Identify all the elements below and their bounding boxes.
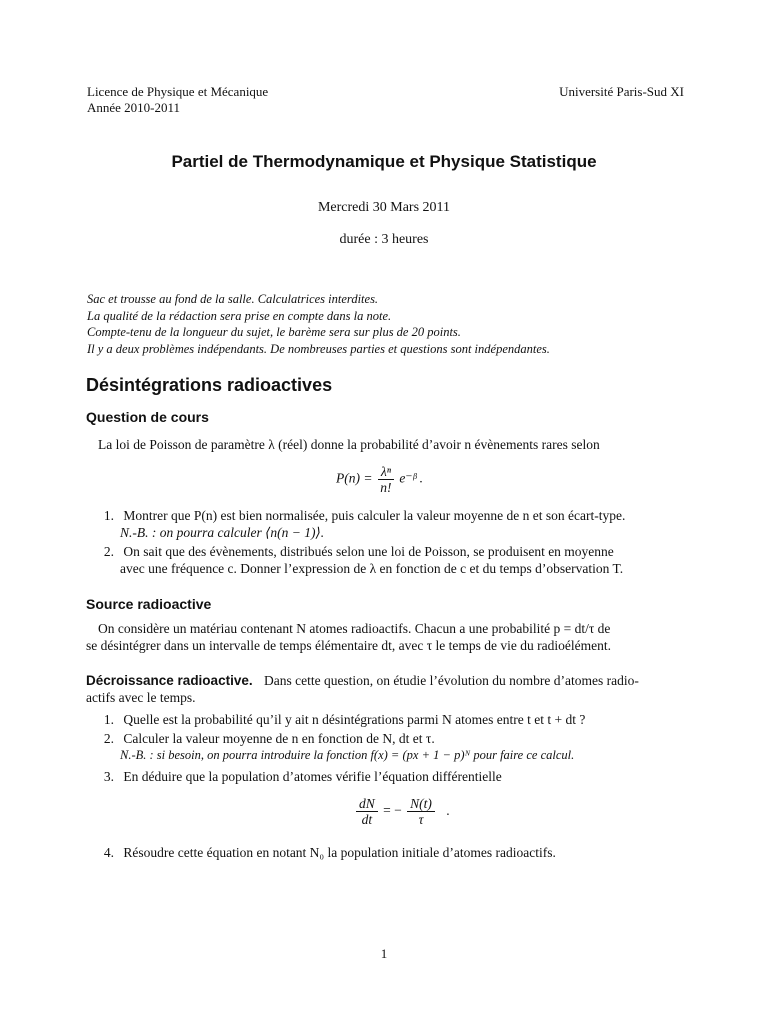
question-text: Calculer la valeur moyenne de n en fonction de N, dt et τ. [123, 731, 435, 746]
poisson-equation [336, 464, 423, 495]
exam-duration: durée : 3 heures [339, 232, 429, 247]
eq-denominator: n! [380, 480, 392, 495]
page-number: 1 [380, 946, 388, 961]
header-university: Université Paris-Sud XI [559, 84, 684, 99]
section-title: Désintégrations radioactives [86, 375, 333, 395]
decay-question-4 [98, 844, 556, 861]
question-number: 3. [103, 769, 114, 784]
header-year: Année 2010-2011 [87, 100, 181, 115]
header-left [87, 84, 268, 116]
subsection-heading-cours: Question de cours [86, 409, 209, 425]
cours-question-1 [98, 507, 625, 524]
eq-numerator: N(t) [407, 796, 435, 812]
question-number: 1. [103, 712, 114, 727]
cours-question-2 [98, 543, 614, 560]
subsection-heading-source: Source radioactive [86, 596, 212, 612]
question-text: Résoudre cette équation en notant N₀ la population initiale d’atomes radioactifs. [123, 845, 556, 860]
decay-equation [354, 796, 450, 827]
eq-fraction-dNdt [356, 796, 378, 827]
question-number: 4. [103, 845, 114, 860]
source-paragraph-line1: On considère un matériau contenant N atomes radioactifs. Chacun a une probabilité p = dt/τ de [98, 621, 611, 636]
decay-question-1 [98, 711, 585, 728]
instruction-line: La qualité de la rédaction sera prise en compte dans la note. [87, 308, 392, 323]
question-text: On sait que des évènements, distribués selon une loi de Poisson, se produisent en moyenne [123, 544, 614, 559]
eq-rhs: e⁻ᵝ . [399, 470, 424, 486]
cours-question-1-note: N.-B. : on pourra calculer ⟨n(n − 1)⟩. [120, 525, 325, 540]
instructions [87, 291, 550, 357]
header-program: Licence de Physique et Mécanique [87, 84, 269, 99]
decay-heading: Décroissance radioactive. [86, 673, 253, 688]
instruction-line: Sac et trousse au fond de la salle. Calculatrices interdites. [87, 292, 379, 306]
question-number: 1. [103, 508, 114, 523]
eq-fraction [378, 464, 394, 495]
eq-period: . [446, 802, 450, 818]
decay-question-2-note: N.-B. : si besoin, on pourra introduire la fonction f(x) = (px + 1 − p)ᴺ pour faire ce calcul. [120, 748, 575, 762]
question-number: 2. [103, 731, 114, 746]
eq-lhs: P(n) = [336, 470, 373, 486]
exam-date: Mercredi 30 Mars 2011 [317, 200, 451, 215]
decay-intro-line1 [86, 672, 639, 689]
source-paragraph-line2: se désintégrer dans un intervalle de temps élémentaire dt, avec τ le temps de vie du radioélément. [86, 638, 611, 653]
eq-numerator: λⁿ [378, 464, 394, 480]
question-text: Montrer que P(n) est bien normalisée, puis calculer la valeur moyenne de n et son écart-type. [123, 508, 626, 523]
eq-equals-minus: = − [383, 802, 402, 818]
decay-question-3 [98, 768, 502, 785]
instruction-line: Compte-tenu de la longueur du sujet, le barème sera sur plus de 20 points. [87, 325, 461, 339]
decay-question-2 [98, 730, 435, 747]
eq-denominator: τ [418, 812, 424, 827]
question-text: Quelle est la probabilité qu’il y ait n désintégrations parmi N atomes entre t et t + dt ? [123, 712, 586, 727]
question-text: En déduire que la population d’atomes vérifie l’équation différentielle [123, 769, 502, 784]
instruction-line: Il y a deux problèmes indépendants. De nombreuses parties et questions sont indépendantes. [87, 341, 550, 356]
cours-question-2-cont: avec une fréquence c. Donner l’expression de λ en fonction de c et du temps d’observation T. [120, 561, 624, 576]
question-number: 2. [103, 544, 114, 559]
eq-numerator: dN [356, 796, 378, 812]
decay-intro-line2: actifs avec le temps. [86, 690, 196, 705]
decay-intro: Dans cette question, on étudie l’évolution du nombre d’atomes radio- [263, 673, 639, 688]
cours-intro: La loi de Poisson de paramètre λ (réel) donne la probabilité d’avoir n évènements rares selon [98, 437, 600, 452]
eq-fraction-Ntau [407, 796, 435, 827]
page-title: Partiel de Thermodynamique et Physique Statistique [171, 152, 597, 171]
eq-denominator: dt [361, 812, 373, 827]
